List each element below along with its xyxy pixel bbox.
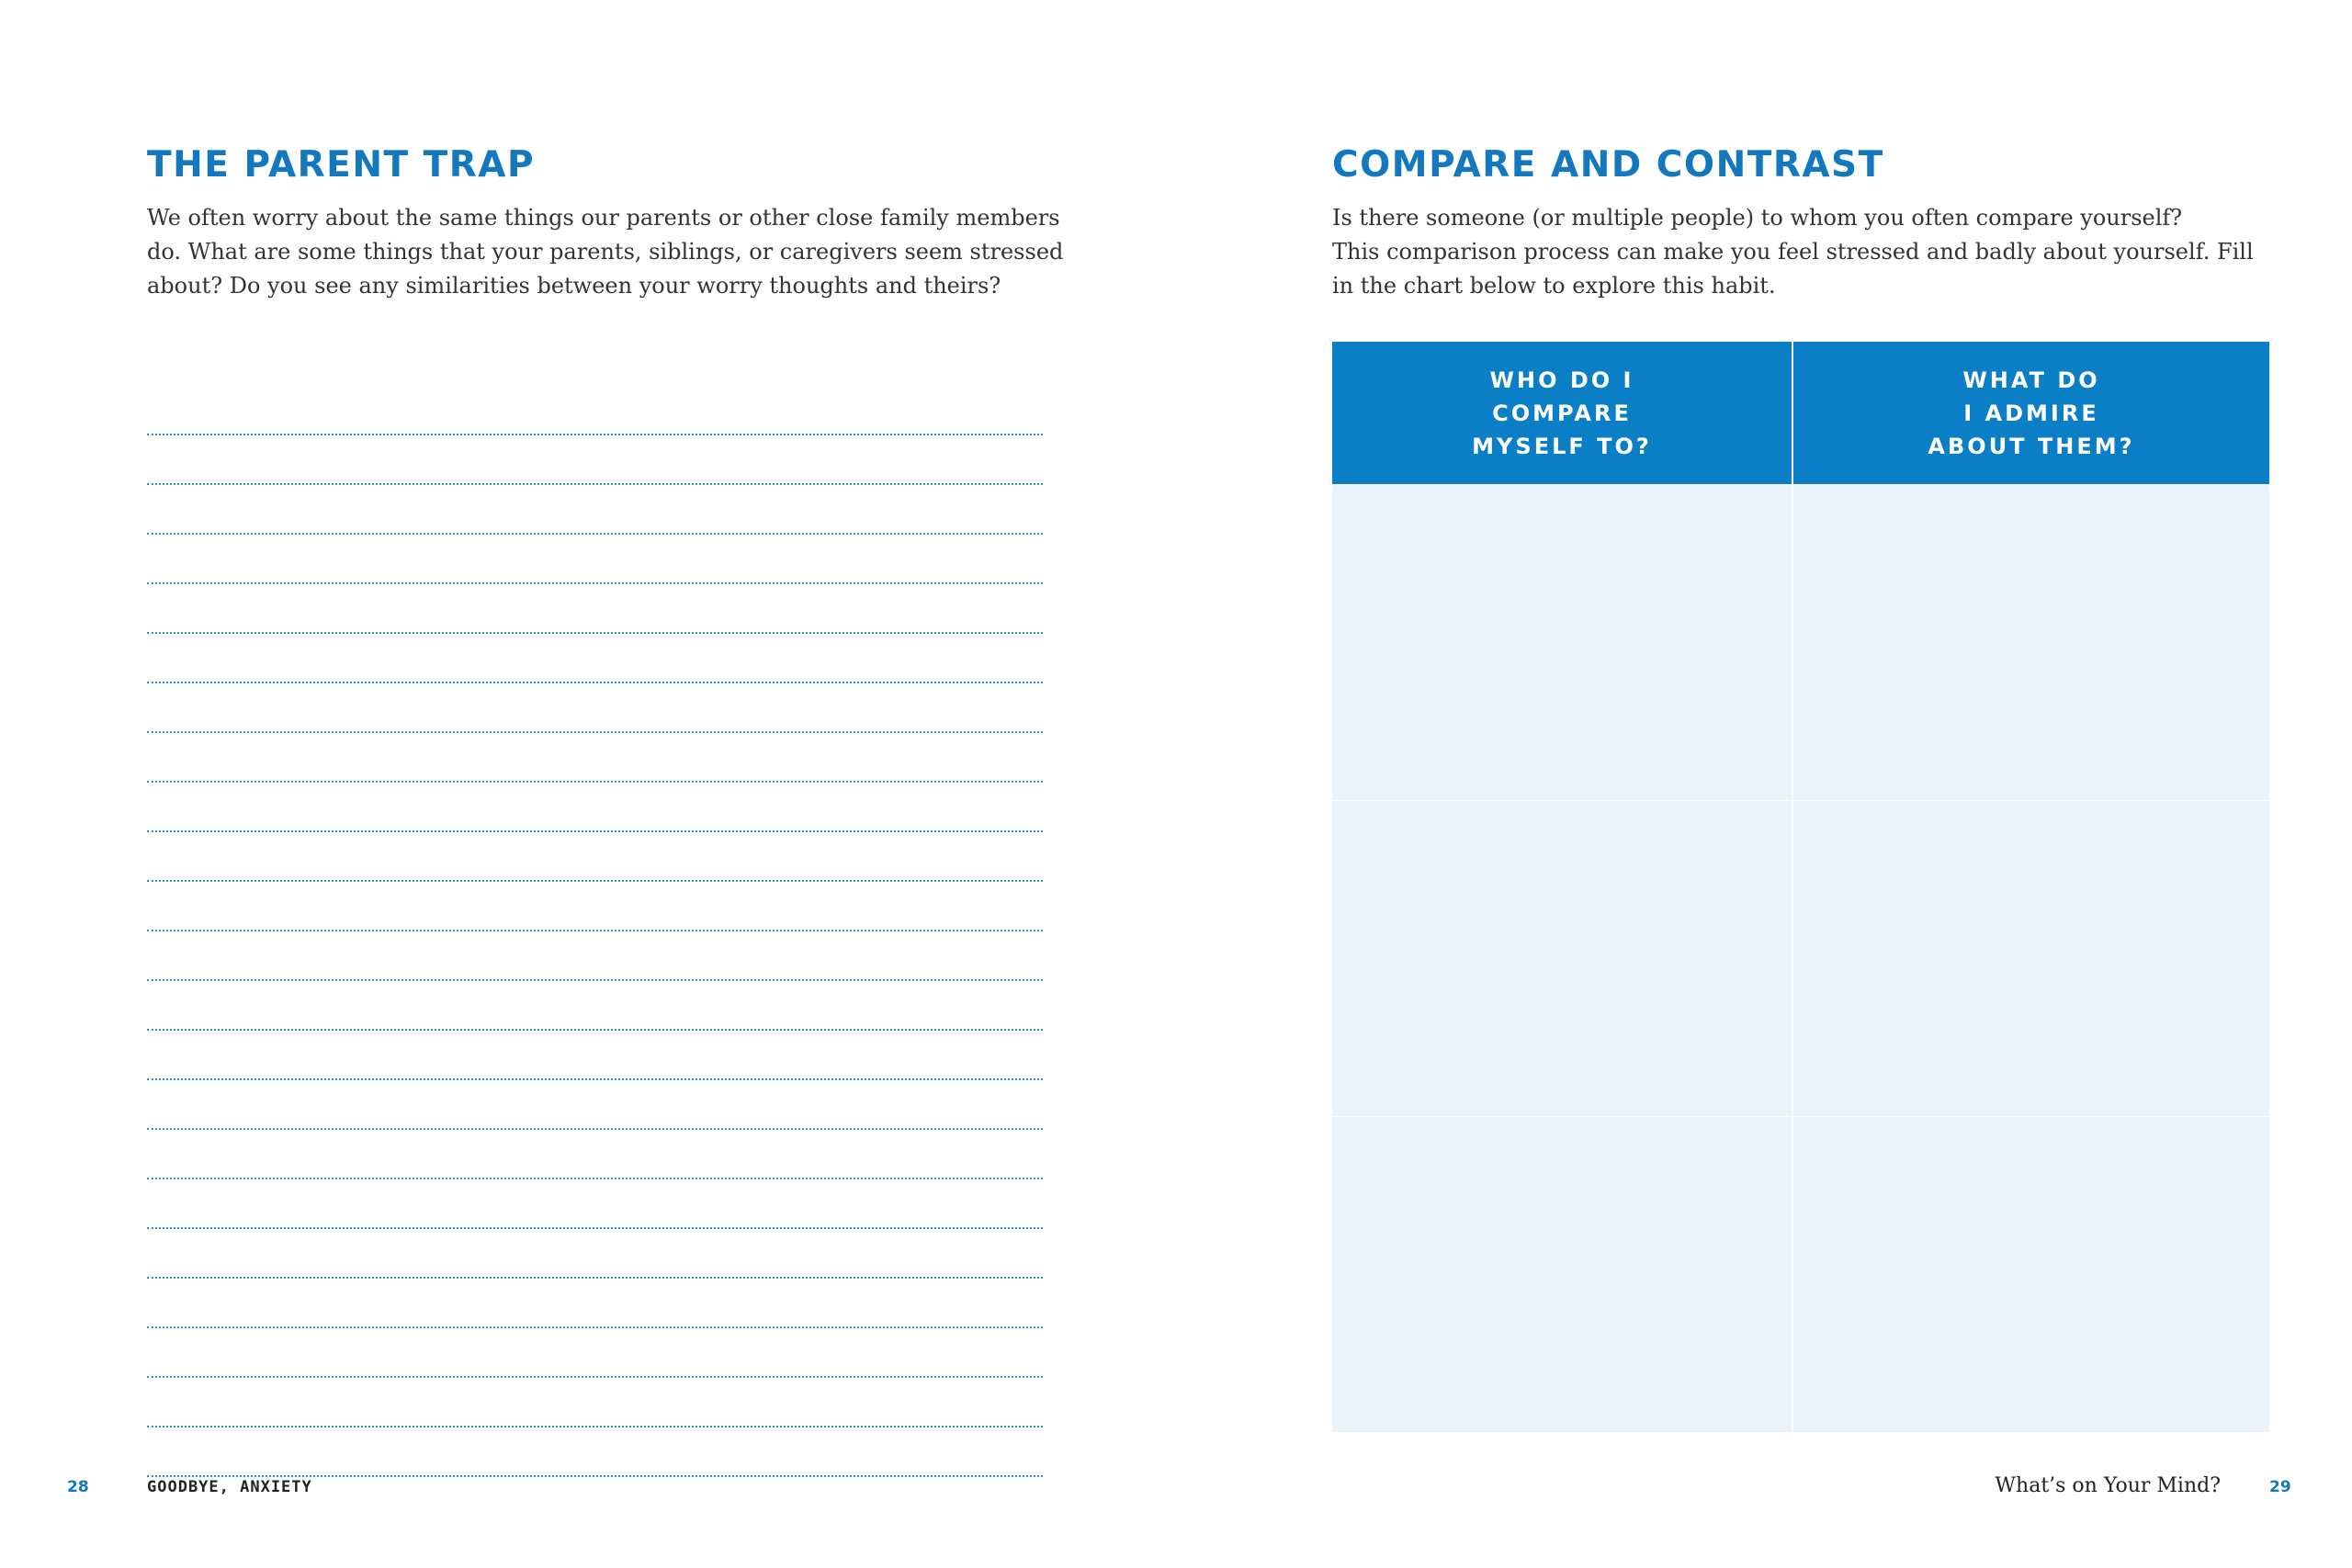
writing-line[interactable]	[147, 1031, 1043, 1080]
page-number-right: 29	[2269, 1478, 2291, 1496]
writing-line[interactable]	[147, 485, 1043, 535]
writing-line[interactable]	[147, 832, 1043, 882]
parent-trap-prompt-line: do. What are some things that your parents, siblings, or caregivers seem stressed	[147, 239, 1064, 265]
running-head-right: What’s on Your Mind?	[1995, 1474, 2221, 1497]
chart-header-line: I ADMIRE	[1963, 400, 2099, 426]
writing-line[interactable]	[147, 1229, 1043, 1279]
chart-cell[interactable]	[1793, 801, 2269, 1116]
writing-line[interactable]	[147, 584, 1043, 634]
compare-contrast-prompt-line: Is there someone (or multiple people) to whom you often compare yourself?	[1332, 205, 2183, 231]
writing-line[interactable]	[147, 435, 1043, 485]
chart-cell[interactable]	[1793, 1117, 2269, 1432]
parent-trap-prompt-line: We often worry about the same things our parents or other close family members	[147, 205, 1060, 231]
chart-header-line: COMPARE	[1492, 400, 1632, 426]
parent-trap-prompt	[147, 201, 1063, 303]
writing-line[interactable]	[147, 1427, 1043, 1477]
writing-line[interactable]	[147, 1130, 1043, 1179]
compare-contrast-prompt-line: in the chart below to explore this habit.	[1332, 273, 1776, 299]
compare-contrast-prompt	[1332, 201, 2254, 303]
chart-header-who	[1332, 342, 1792, 484]
page-number-left: 28	[67, 1478, 89, 1496]
writing-line[interactable]	[147, 1328, 1043, 1378]
compare-contrast-title: COMPARE AND CONTRAST	[1332, 144, 1884, 186]
parent-trap-prompt-line: about? Do you see any similarities between your worry thoughts and theirs?	[147, 273, 1001, 299]
running-head-left: GOODBYE, ANXIETY	[147, 1478, 312, 1496]
chart-cell[interactable]	[1332, 485, 1792, 800]
chart-header-admire	[1793, 342, 2269, 484]
chart-header-line: WHAT DO	[1962, 367, 2100, 393]
writing-line[interactable]	[147, 931, 1043, 981]
writing-line[interactable]	[147, 535, 1043, 584]
compare-contrast-prompt-line: This comparison process can make you feel stressed and badly about yourself. Fill	[1332, 239, 2254, 265]
writing-line[interactable]	[147, 1080, 1043, 1130]
writing-line[interactable]	[147, 386, 1043, 435]
comparison-chart	[1332, 342, 2269, 1432]
writing-lines[interactable]	[147, 386, 1043, 1477]
parent-trap-title: THE PARENT TRAP	[147, 144, 536, 186]
writing-line[interactable]	[147, 683, 1043, 733]
chart-cell[interactable]	[1332, 801, 1792, 1116]
chart-header-line: ABOUT THEM?	[1928, 433, 2135, 459]
chart-header-line: WHO DO I	[1489, 367, 1634, 393]
writing-line[interactable]	[147, 981, 1043, 1031]
writing-line[interactable]	[147, 733, 1043, 783]
writing-line[interactable]	[147, 783, 1043, 832]
writing-line[interactable]	[147, 1279, 1043, 1328]
writing-line[interactable]	[147, 882, 1043, 931]
chart-header-line: MYSELF TO?	[1472, 433, 1652, 459]
writing-line[interactable]	[147, 1179, 1043, 1229]
writing-line[interactable]	[147, 1378, 1043, 1427]
writing-line[interactable]	[147, 634, 1043, 683]
chart-cell[interactable]	[1793, 485, 2269, 800]
chart-cell[interactable]	[1332, 1117, 1792, 1432]
